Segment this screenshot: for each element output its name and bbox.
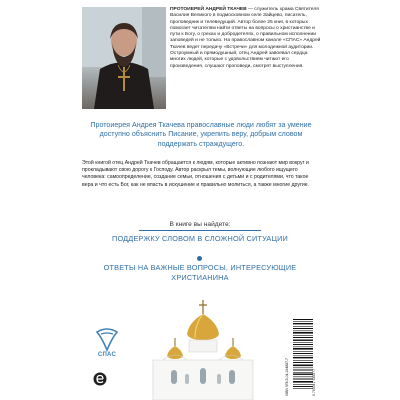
findings-title: В книге вы найдете: <box>169 221 231 228</box>
author-bio <box>170 7 322 70</box>
church-illustration <box>123 298 283 400</box>
barcode-digits: 9 785041 648877 <box>312 368 316 396</box>
publisher-logo-icon <box>93 372 107 386</box>
book-back-cover <box>73 0 327 400</box>
author-name: ПРОТОИЕРЕЙ АНДРЕЙ ТКАЧЕВ <box>170 7 247 12</box>
spas-logo-icon <box>92 324 122 366</box>
author-quote: Протоиерея Андрея Ткачева православные люди любят за умение доступно объяснить Писание, укрепить веру, добрым словом поддержать страждущего. <box>90 121 312 148</box>
barcode-bars <box>293 318 313 390</box>
finding-bullet <box>197 256 202 261</box>
author-photo <box>82 7 166 109</box>
finding-item-1: ПОДДЕРЖКУ СЛОВОМ В СЛОЖНОЙ СИТУАЦИИ <box>112 234 288 243</box>
isbn-text: ISBN 978-5-04-164887-7 <box>285 358 289 396</box>
author-portrait-image <box>82 7 166 109</box>
finding-item-2: ОТВЕТЫ НА ВАЖНЫЕ ВОПРОСЫ, ИНТЕРЕСУЮЩИЕ ХРИСТИАНИНА <box>103 263 297 282</box>
spas-logo-text: СПАС <box>97 352 117 358</box>
findings-divider <box>139 230 261 231</box>
barcode <box>285 318 317 396</box>
author-bio-text: — служитель храма Святителя Василия Великого в подмосковном селе Зайцево, писатель, проповедник и телеведущий. Автор более 25 книг, в которых помогает читателям найти ответы на вопросы о христианстве и пути к Богу, о грехах и добродетелях, о правильном исполнении заповедей и не только. На православном канале «СПАС» Андрей Ткачев ведет передачу «Встречи» для молодежной аудитории. Остроумный и прямодушный, отец Андрей завоевал сердца многих людей, которые с удовольствием читают его произведения, слушают проповеди, смотрят выступления. <box>170 7 321 69</box>
book-description: Этой книгой отец Андрей Ткачев обращается к людям, которые активно познают мир вокруг и прокладывают свою дорогу к Господу. Автор раскрыл темы, волнующие любого ищущего человека: самоопределение, создание семьи, отношения с детьми и с родителями, что такое вера и что есть Бог, как не впасть в искушение и правильно молиться, а также многие другие. <box>82 160 310 188</box>
